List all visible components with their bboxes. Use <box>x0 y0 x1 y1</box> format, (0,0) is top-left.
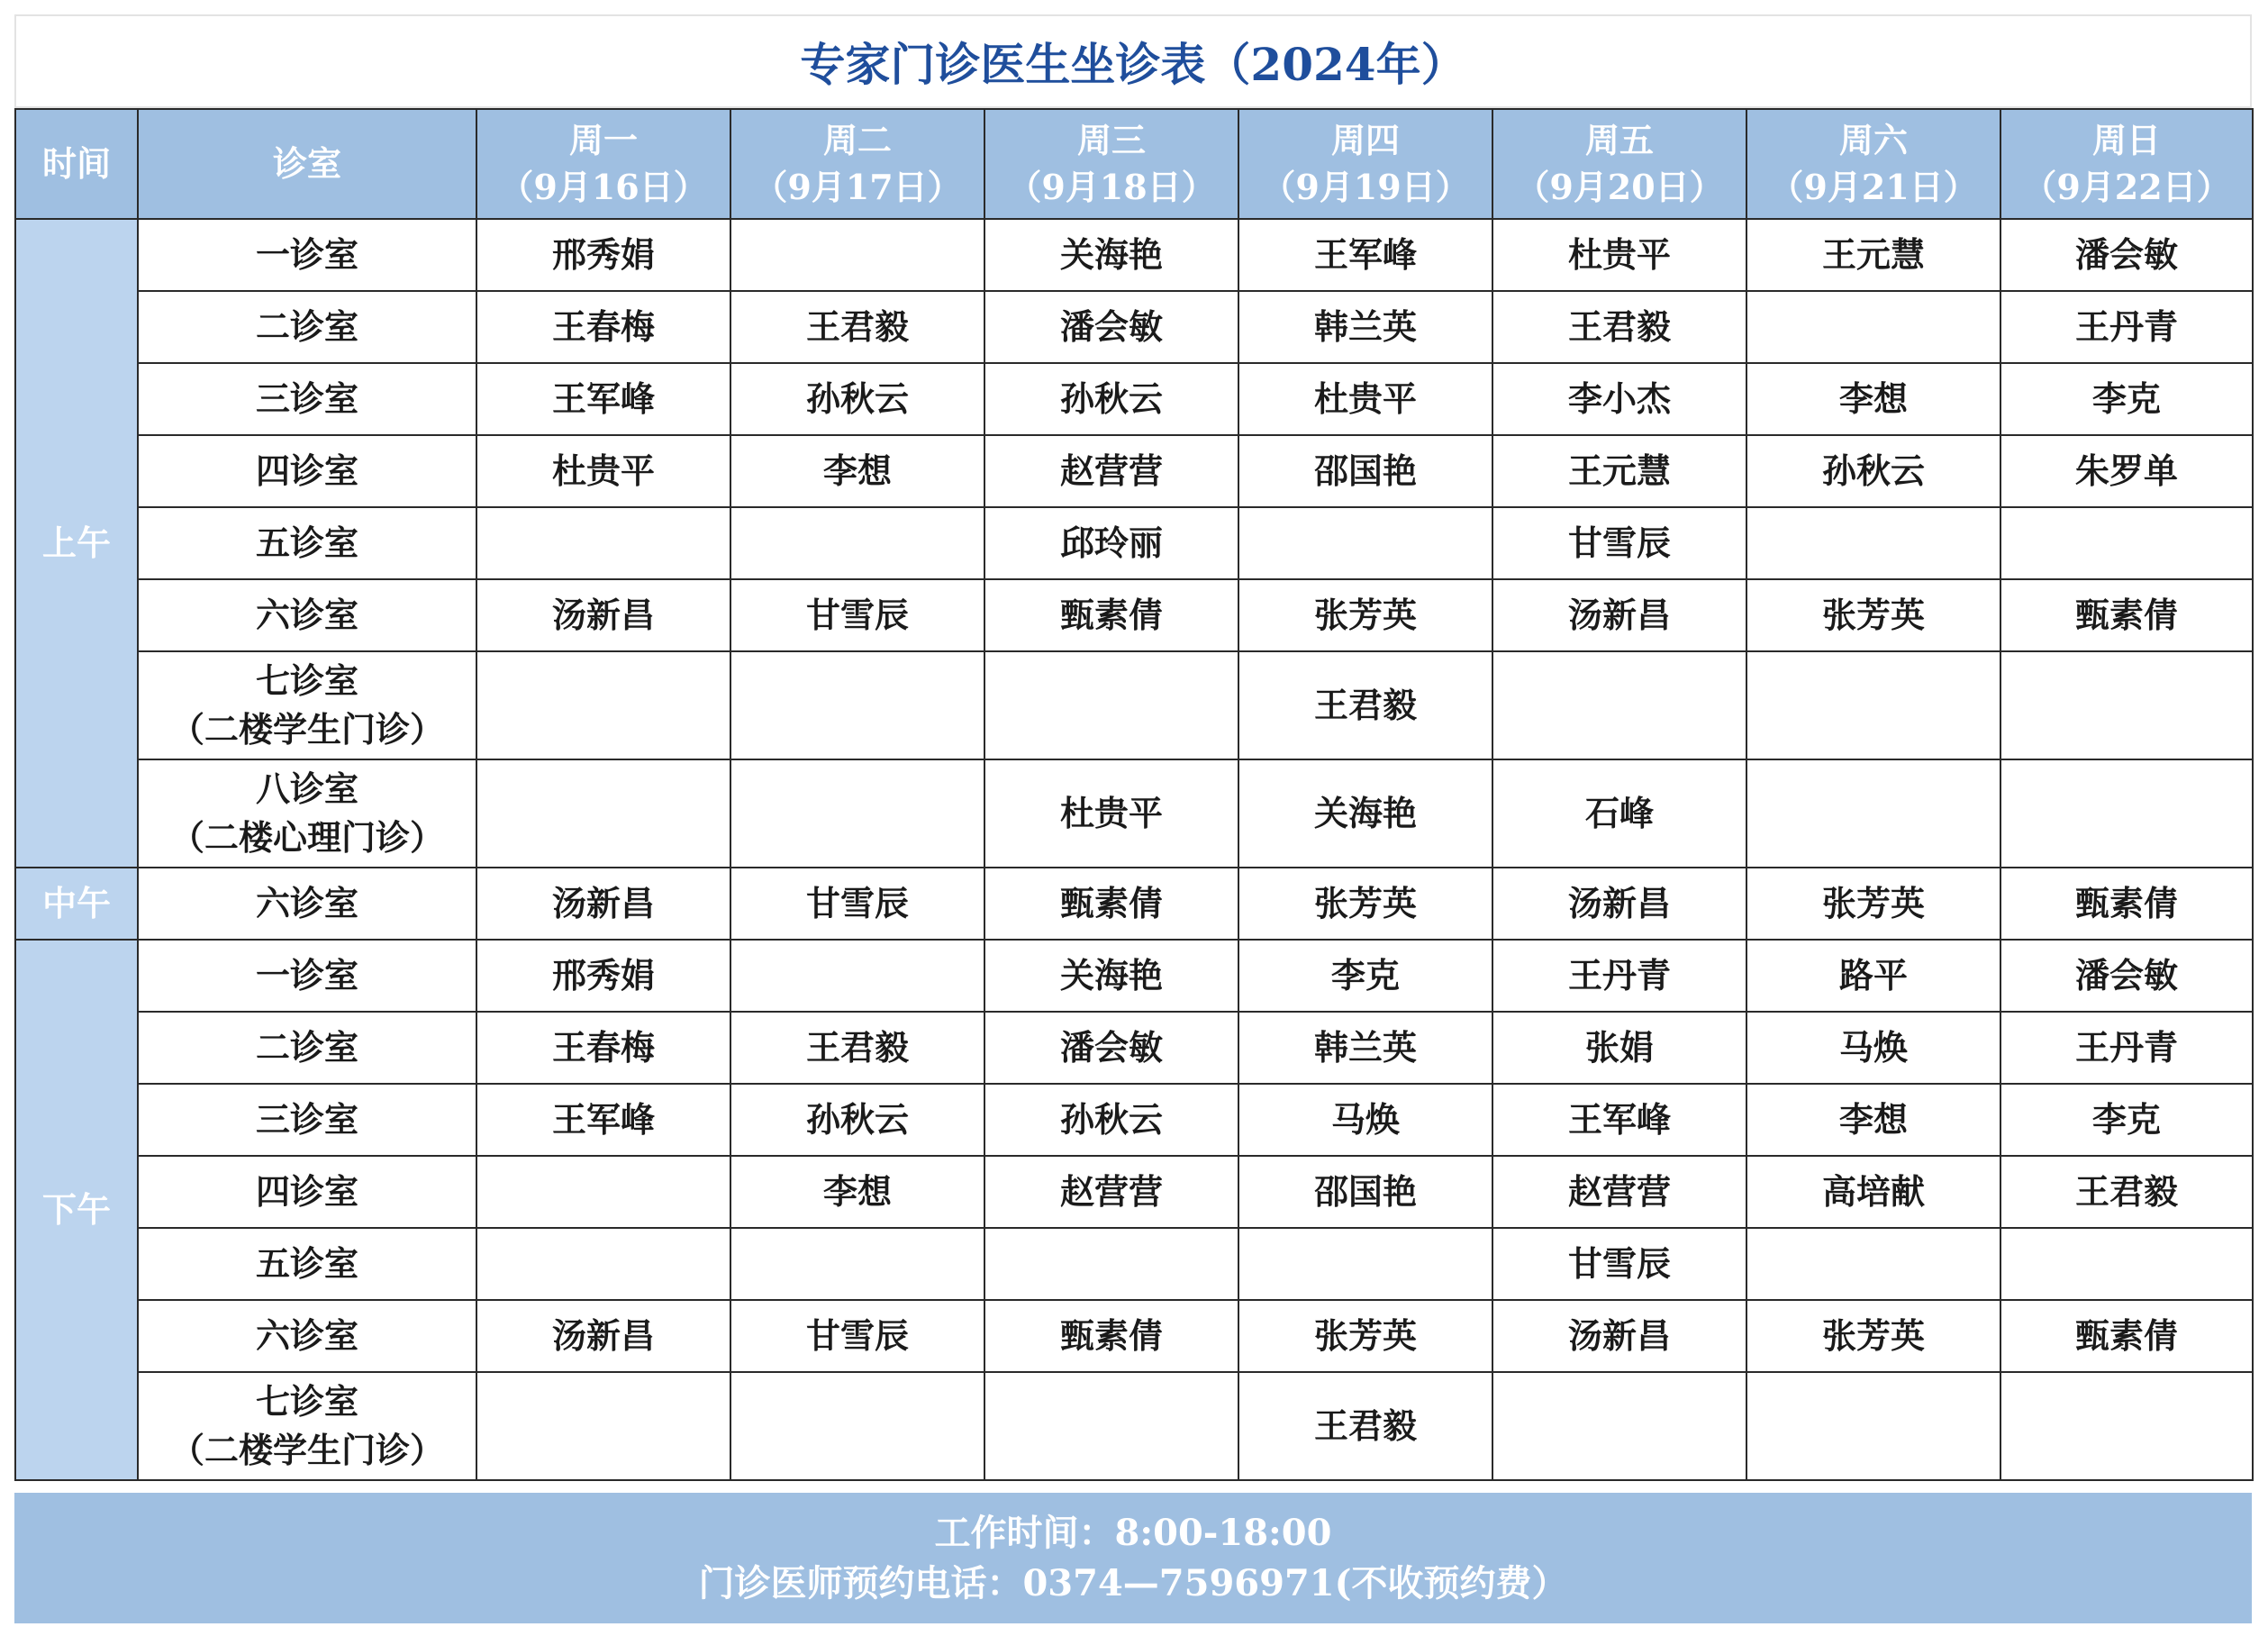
room-cell <box>138 579 476 651</box>
doctor-cell: 李想 <box>1746 363 2000 435</box>
doctor-cell: 张娟 <box>1492 1012 1746 1084</box>
doctor-cell <box>730 507 984 579</box>
doctor-cell: 王丹青 <box>2000 1012 2253 1084</box>
doctor-cell: 汤新昌 <box>476 579 730 651</box>
doctor-cell: 杜贵平 <box>476 435 730 507</box>
doctor-cell <box>476 1156 730 1228</box>
doctor-cell: 赵营营 <box>1492 1156 1746 1228</box>
room-cell <box>138 651 476 759</box>
doctor-cell: 汤新昌 <box>476 868 730 940</box>
header-day <box>1492 109 1746 219</box>
room-name: 六诊室 <box>255 883 358 923</box>
doctor-cell <box>984 651 1238 759</box>
doctor-cell: 王君毅 <box>1238 651 1492 759</box>
doctor-cell: 朱罗单 <box>2000 435 2253 507</box>
room-name: 六诊室 <box>255 1315 358 1356</box>
doctor-cell: 王军峰 <box>1238 219 1492 291</box>
schedule-table <box>14 108 2254 1481</box>
doctor-cell <box>1746 1228 2000 1300</box>
doctor-cell: 杜贵平 <box>1238 363 1492 435</box>
doctor-cell: 王君毅 <box>730 1012 984 1084</box>
schedule-row <box>15 363 2253 435</box>
doctor-cell: 李克 <box>2000 1084 2253 1156</box>
doctor-cell: 王军峰 <box>1492 1084 1746 1156</box>
doctor-cell: 王君毅 <box>1492 291 1746 363</box>
header-day <box>1746 109 2000 219</box>
doctor-cell: 张芳英 <box>1746 868 2000 940</box>
doctor-cell: 马焕 <box>1238 1084 1492 1156</box>
schedule-row <box>15 1012 2253 1084</box>
doctor-cell: 王丹青 <box>2000 291 2253 363</box>
doctor-cell: 关海艳 <box>984 219 1238 291</box>
room-name: 八诊室 <box>255 768 358 809</box>
footer-info <box>14 1493 2252 1623</box>
doctor-cell: 汤新昌 <box>1492 868 1746 940</box>
doctor-cell: 甘雪辰 <box>730 1300 984 1372</box>
day-name: 周五 <box>1584 120 1654 160</box>
doctor-cell: 王春梅 <box>476 291 730 363</box>
doctor-cell: 甄素倩 <box>2000 1300 2253 1372</box>
schedule-body <box>15 219 2253 1480</box>
doctor-cell: 邢秀娟 <box>476 940 730 1012</box>
doctor-cell <box>730 1228 984 1300</box>
day-name: 周三 <box>1076 120 1146 160</box>
doctor-cell: 赵营营 <box>984 1156 1238 1228</box>
doctor-cell <box>730 759 984 868</box>
room-cell <box>138 219 476 291</box>
doctor-cell: 潘会敏 <box>984 291 1238 363</box>
doctor-cell: 邵国艳 <box>1238 435 1492 507</box>
doctor-cell: 王军峰 <box>476 363 730 435</box>
doctor-cell: 邢秀娟 <box>476 219 730 291</box>
doctor-cell <box>1746 759 2000 868</box>
day-date: （9月20日） <box>1515 167 1724 207</box>
schedule-row <box>15 507 2253 579</box>
header-day <box>984 109 1238 219</box>
doctor-cell: 王君毅 <box>2000 1156 2253 1228</box>
doctor-cell <box>1492 651 1746 759</box>
schedule-row <box>15 1228 2253 1300</box>
schedule-row <box>15 579 2253 651</box>
room-cell <box>138 868 476 940</box>
working-hours: 工作时间：8:00-18:00 <box>934 1511 1332 1554</box>
doctor-cell: 甘雪辰 <box>1492 507 1746 579</box>
header-day <box>476 109 730 219</box>
schedule-row <box>15 1084 2253 1156</box>
doctor-cell: 关海艳 <box>1238 759 1492 868</box>
doctor-cell: 潘会敏 <box>2000 940 2253 1012</box>
day-name: 周六 <box>1838 120 1908 160</box>
doctor-cell: 李小杰 <box>1492 363 1746 435</box>
header-time: 时间 <box>15 109 138 219</box>
room-name: 三诊室 <box>255 378 358 419</box>
header-row <box>15 109 2253 219</box>
doctor-cell: 李克 <box>2000 363 2253 435</box>
doctor-cell: 王君毅 <box>1238 1372 1492 1480</box>
doctor-cell <box>2000 1228 2253 1300</box>
doctor-cell <box>730 219 984 291</box>
room-name: 七诊室 <box>255 1381 358 1422</box>
doctor-cell: 李想 <box>1746 1084 2000 1156</box>
doctor-cell <box>730 651 984 759</box>
room-name: 二诊室 <box>255 1027 358 1068</box>
doctor-cell: 汤新昌 <box>1492 579 1746 651</box>
doctor-cell: 杜贵平 <box>984 759 1238 868</box>
doctor-cell <box>2000 759 2253 868</box>
room-name: 四诊室 <box>255 1171 358 1212</box>
schedule-row <box>15 1372 2253 1480</box>
doctor-cell: 路平 <box>1746 940 2000 1012</box>
room-cell <box>138 759 476 868</box>
doctor-cell <box>1492 1372 1746 1480</box>
doctor-cell <box>2000 1372 2253 1480</box>
doctor-cell <box>1238 507 1492 579</box>
doctor-cell <box>2000 507 2253 579</box>
schedule-row <box>15 435 2253 507</box>
doctor-cell: 王元慧 <box>1746 219 2000 291</box>
doctor-cell: 石峰 <box>1492 759 1746 868</box>
doctor-cell: 李克 <box>1238 940 1492 1012</box>
schedule-row <box>15 868 2253 940</box>
doctor-cell: 马焕 <box>1746 1012 2000 1084</box>
schedule-row <box>15 219 2253 291</box>
doctor-cell: 甘雪辰 <box>1492 1228 1746 1300</box>
day-name: 周四 <box>1330 120 1400 160</box>
room-name: 三诊室 <box>255 1099 358 1140</box>
period-label: 上午 <box>15 219 138 868</box>
doctor-cell <box>1746 651 2000 759</box>
doctor-cell: 甄素倩 <box>984 1300 1238 1372</box>
room-name: 一诊室 <box>255 955 358 995</box>
room-name: 五诊室 <box>255 1243 358 1284</box>
doctor-cell: 孙秋云 <box>730 1084 984 1156</box>
doctor-cell: 高培献 <box>1746 1156 2000 1228</box>
room-name: 六诊室 <box>255 595 358 635</box>
room-name: 七诊室 <box>255 660 358 701</box>
doctor-cell <box>1238 1228 1492 1300</box>
room-cell <box>138 1084 476 1156</box>
period-label: 下午 <box>15 940 138 1480</box>
doctor-cell <box>476 507 730 579</box>
doctor-cell <box>984 1372 1238 1480</box>
doctor-cell <box>2000 651 2253 759</box>
day-name: 周一 <box>568 120 638 160</box>
day-date: （9月19日） <box>1261 167 1470 207</box>
doctor-cell <box>730 940 984 1012</box>
room-name: 二诊室 <box>255 306 358 347</box>
doctor-cell: 邵国艳 <box>1238 1156 1492 1228</box>
doctor-cell: 甘雪辰 <box>730 579 984 651</box>
day-date: （9月16日） <box>499 167 708 207</box>
doctor-cell: 李想 <box>730 1156 984 1228</box>
doctor-cell: 潘会敏 <box>2000 219 2253 291</box>
room-name: 一诊室 <box>255 234 358 275</box>
day-date: （9月22日） <box>2022 167 2231 207</box>
doctor-cell: 李想 <box>730 435 984 507</box>
day-date: （9月17日） <box>753 167 962 207</box>
room-name: 四诊室 <box>255 450 358 491</box>
doctor-cell: 汤新昌 <box>1492 1300 1746 1372</box>
schedule-row <box>15 1156 2253 1228</box>
day-date: （9月21日） <box>1769 167 1978 207</box>
doctor-cell <box>1746 291 2000 363</box>
doctor-cell: 甄素倩 <box>984 579 1238 651</box>
header-room: 诊室 <box>138 109 476 219</box>
doctor-cell <box>476 759 730 868</box>
doctor-cell: 甄素倩 <box>984 868 1238 940</box>
schedule-row <box>15 940 2253 1012</box>
doctor-cell <box>984 1228 1238 1300</box>
room-cell <box>138 1300 476 1372</box>
doctor-cell: 孙秋云 <box>984 363 1238 435</box>
room-cell <box>138 940 476 1012</box>
room-cell <box>138 1012 476 1084</box>
doctor-cell: 张芳英 <box>1746 579 2000 651</box>
schedule-sheet <box>14 14 2252 1623</box>
doctor-cell: 汤新昌 <box>476 1300 730 1372</box>
doctor-cell: 张芳英 <box>1746 1300 2000 1372</box>
doctor-cell: 孙秋云 <box>984 1084 1238 1156</box>
room-cell <box>138 1156 476 1228</box>
doctor-cell: 孙秋云 <box>1746 435 2000 507</box>
header-day <box>2000 109 2253 219</box>
day-name: 周二 <box>822 120 892 160</box>
room-cell <box>138 507 476 579</box>
doctor-cell: 邱玲丽 <box>984 507 1238 579</box>
doctor-cell: 孙秋云 <box>730 363 984 435</box>
room-cell <box>138 435 476 507</box>
room-cell <box>138 1228 476 1300</box>
doctor-cell <box>730 1372 984 1480</box>
day-date: （9月18日） <box>1007 167 1216 207</box>
doctor-cell: 杜贵平 <box>1492 219 1746 291</box>
doctor-cell <box>476 651 730 759</box>
room-subtitle: （二楼学生门诊） <box>169 1430 444 1470</box>
doctor-cell: 关海艳 <box>984 940 1238 1012</box>
header-day <box>730 109 984 219</box>
room-name: 五诊室 <box>255 523 358 563</box>
appointment-phone: 门诊医师预约电话：0374—7596971(不收预约费） <box>698 1561 1568 1604</box>
doctor-cell: 王春梅 <box>476 1012 730 1084</box>
doctor-cell: 韩兰英 <box>1238 1012 1492 1084</box>
doctor-cell: 王军峰 <box>476 1084 730 1156</box>
doctor-cell: 王丹青 <box>1492 940 1746 1012</box>
doctor-cell: 潘会敏 <box>984 1012 1238 1084</box>
doctor-cell: 赵营营 <box>984 435 1238 507</box>
schedule-row <box>15 651 2253 759</box>
header-day <box>1238 109 1492 219</box>
doctor-cell: 张芳英 <box>1238 868 1492 940</box>
room-cell <box>138 363 476 435</box>
room-cell <box>138 291 476 363</box>
doctor-cell: 甄素倩 <box>2000 868 2253 940</box>
doctor-cell <box>1746 1372 2000 1480</box>
doctor-cell: 韩兰英 <box>1238 291 1492 363</box>
room-subtitle: （二楼心理门诊） <box>169 817 444 858</box>
doctor-cell: 张芳英 <box>1238 579 1492 651</box>
doctor-cell: 王君毅 <box>730 291 984 363</box>
doctor-cell: 王元慧 <box>1492 435 1746 507</box>
day-name: 周日 <box>2091 120 2161 160</box>
room-subtitle: （二楼学生门诊） <box>169 709 444 750</box>
schedule-row <box>15 1300 2253 1372</box>
schedule-row <box>15 759 2253 868</box>
doctor-cell <box>1746 507 2000 579</box>
doctor-cell: 甄素倩 <box>2000 579 2253 651</box>
page-title: 专家门诊医生坐诊表（2024年） <box>14 14 2252 108</box>
doctor-cell: 甘雪辰 <box>730 868 984 940</box>
period-label: 中午 <box>15 868 138 940</box>
doctor-cell <box>476 1372 730 1480</box>
schedule-row <box>15 291 2253 363</box>
doctor-cell: 张芳英 <box>1238 1300 1492 1372</box>
doctor-cell <box>476 1228 730 1300</box>
room-cell <box>138 1372 476 1480</box>
